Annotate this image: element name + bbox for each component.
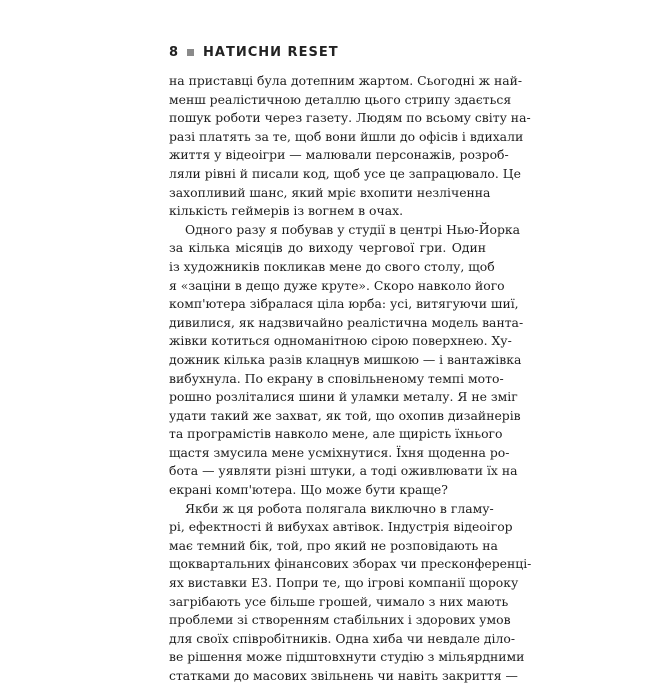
text-line: кількість геймерів із вогнем в очах. xyxy=(169,203,404,219)
text-line: ве рішення може підштовхнути студію з мільярдними xyxy=(169,649,525,665)
square-bullet-icon xyxy=(187,49,194,56)
running-head xyxy=(169,43,339,61)
text-line: щастя змусила мене усміхнутися. Їхня щоденна ро- xyxy=(169,444,510,460)
text-line: за кілька місяців до виходу чергової гри. Один xyxy=(169,240,486,256)
text-line: удати такий же захват, як той, що охопив дизайнерів xyxy=(169,407,521,423)
text-line: пошук роботи через газету. Людям по всьому світу на- xyxy=(169,110,531,126)
text-line: для своїх співробітників. Одна хиба чи невдале діло- xyxy=(169,630,516,646)
text-line: бота — уявляти різні штуки, а тоді оживлювати їх на xyxy=(169,463,518,479)
text-line: має темний бік, той, про який не розповідають на xyxy=(169,537,498,553)
text-line: дивилися, як надзвичайно реалістична модель ванта- xyxy=(169,314,524,330)
text-line: та програмістів навколо мене, але щирість їхнього xyxy=(169,426,503,442)
text-line: рошно розліталися шини й уламки металу. Я не зміг xyxy=(169,389,518,405)
text-line: на приставці була дотепним жартом. Сьогодні ж най- xyxy=(169,73,523,88)
page-number: 8 xyxy=(169,44,180,60)
text-line: я «заціни в дещо дуже круте». Скоро навколо його xyxy=(169,277,505,293)
text-line: дожник кілька разів клацнув мишкою — і вантажівка xyxy=(169,351,522,367)
paragraph xyxy=(169,72,531,221)
text-line: менш реалістичною деталлю цього стрипу здається xyxy=(169,91,512,107)
text-line: життя у відеоігри — малювали персонажів, розроб- xyxy=(169,147,509,163)
text-line: захопливий шанс, який мріє вхопити незліченна xyxy=(169,184,491,200)
paragraph xyxy=(169,500,532,686)
text-line: екрані комп'ютера. Що може бути краще? xyxy=(169,482,448,498)
text-line: Якби ж ця робота полягала виключно в гламу- xyxy=(185,500,494,516)
text-line: загрібають усе більше грошей, чимало з них мають xyxy=(169,593,509,609)
body-text xyxy=(169,72,532,686)
paragraph xyxy=(169,221,524,500)
text-line: ляли рівні й писали код, щоб усе це запрацювало. Це xyxy=(169,165,521,181)
text-line: Одного разу я побував у студії в центрі Нью-Йорка xyxy=(185,221,521,237)
text-line: разі платять за те, щоб вони йшли до офісів і вдихали xyxy=(169,128,524,144)
text-line: рі, ефектності й вибухах автівок. Індустрія відеоігор xyxy=(169,519,513,535)
chapter-title: НАТИСНИ RESET xyxy=(203,44,339,60)
text-line: вибухнула. По екрану в сповільненому темпі мото- xyxy=(169,370,504,386)
text-line: щоквартальних фінансових зборах чи пресконференці- xyxy=(169,556,532,572)
text-line: проблеми зі створенням стабільних і здорових умов xyxy=(169,612,511,628)
text-line: жівки котиться одноманітною сірою поверхнею. Ху- xyxy=(169,333,512,349)
text-line: статками до масових звільнень чи навіть закриття — xyxy=(169,668,518,683)
text-line: із художників покликав мене до свого столу, щоб xyxy=(169,258,495,274)
text-line: ях виставки E3. Попри те, що ігрові компанії щороку xyxy=(169,575,519,591)
text-line: комп'ютера зібралася ціла юрба: усі, витягуючи шиї, xyxy=(169,296,519,312)
